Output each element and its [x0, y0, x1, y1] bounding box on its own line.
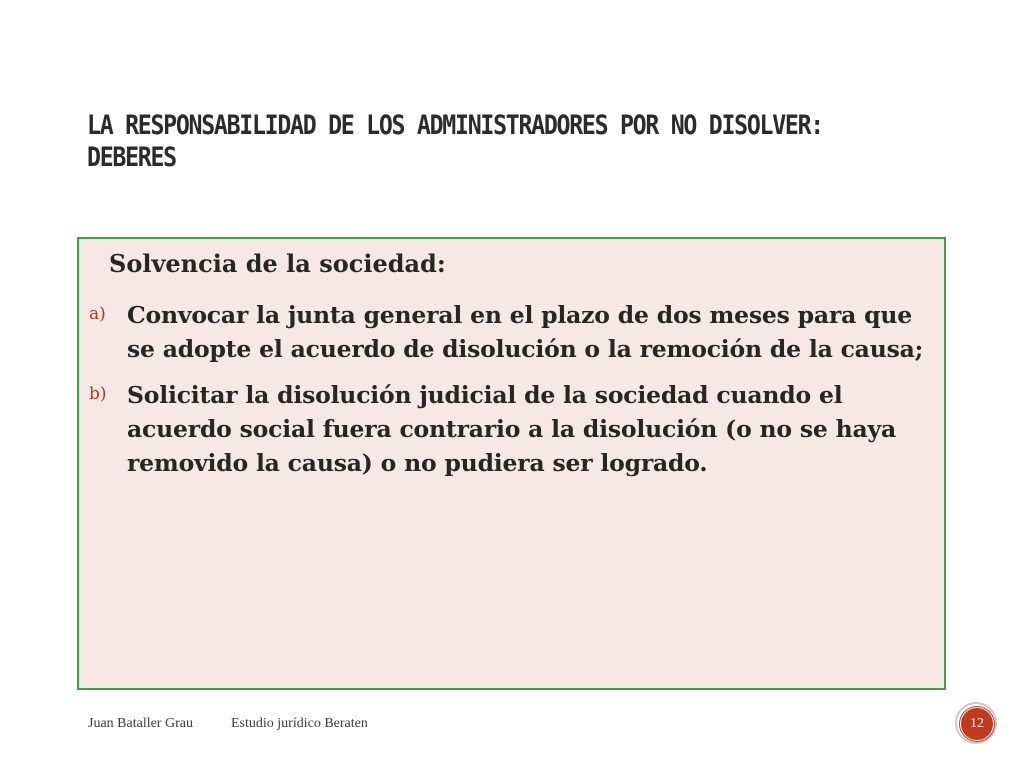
footer-firm: Estudio jurídico Beraten: [231, 716, 368, 731]
content-subtitle: Solvencia de la sociedad:: [109, 249, 446, 278]
content-box: [77, 237, 946, 690]
list-item-text: Convocar la junta general en el plazo de dos meses para que se adopte el acuerdo de disolución o la remoción de la causa;: [127, 301, 924, 363]
list-marker: b): [89, 384, 107, 404]
list-item-text: Solicitar la disolución judicial de la sociedad cuando el acuerdo social fuera contrario a la disolución (o no se haya removido la causa) o no pudiera ser logrado.: [127, 381, 897, 477]
list-item: [89, 378, 924, 480]
page-number: 12: [960, 707, 994, 741]
list-item: [89, 298, 924, 366]
duties-list: [89, 298, 924, 492]
slide-title: LA RESPONSABILIDAD DE LOS ADMINISTRADORES POR NO DISOLVER: DEBERES: [87, 110, 823, 173]
footer-author: Juan Bataller Grau: [88, 716, 193, 731]
page-number-badge: [955, 702, 997, 744]
list-marker: a): [89, 304, 106, 324]
